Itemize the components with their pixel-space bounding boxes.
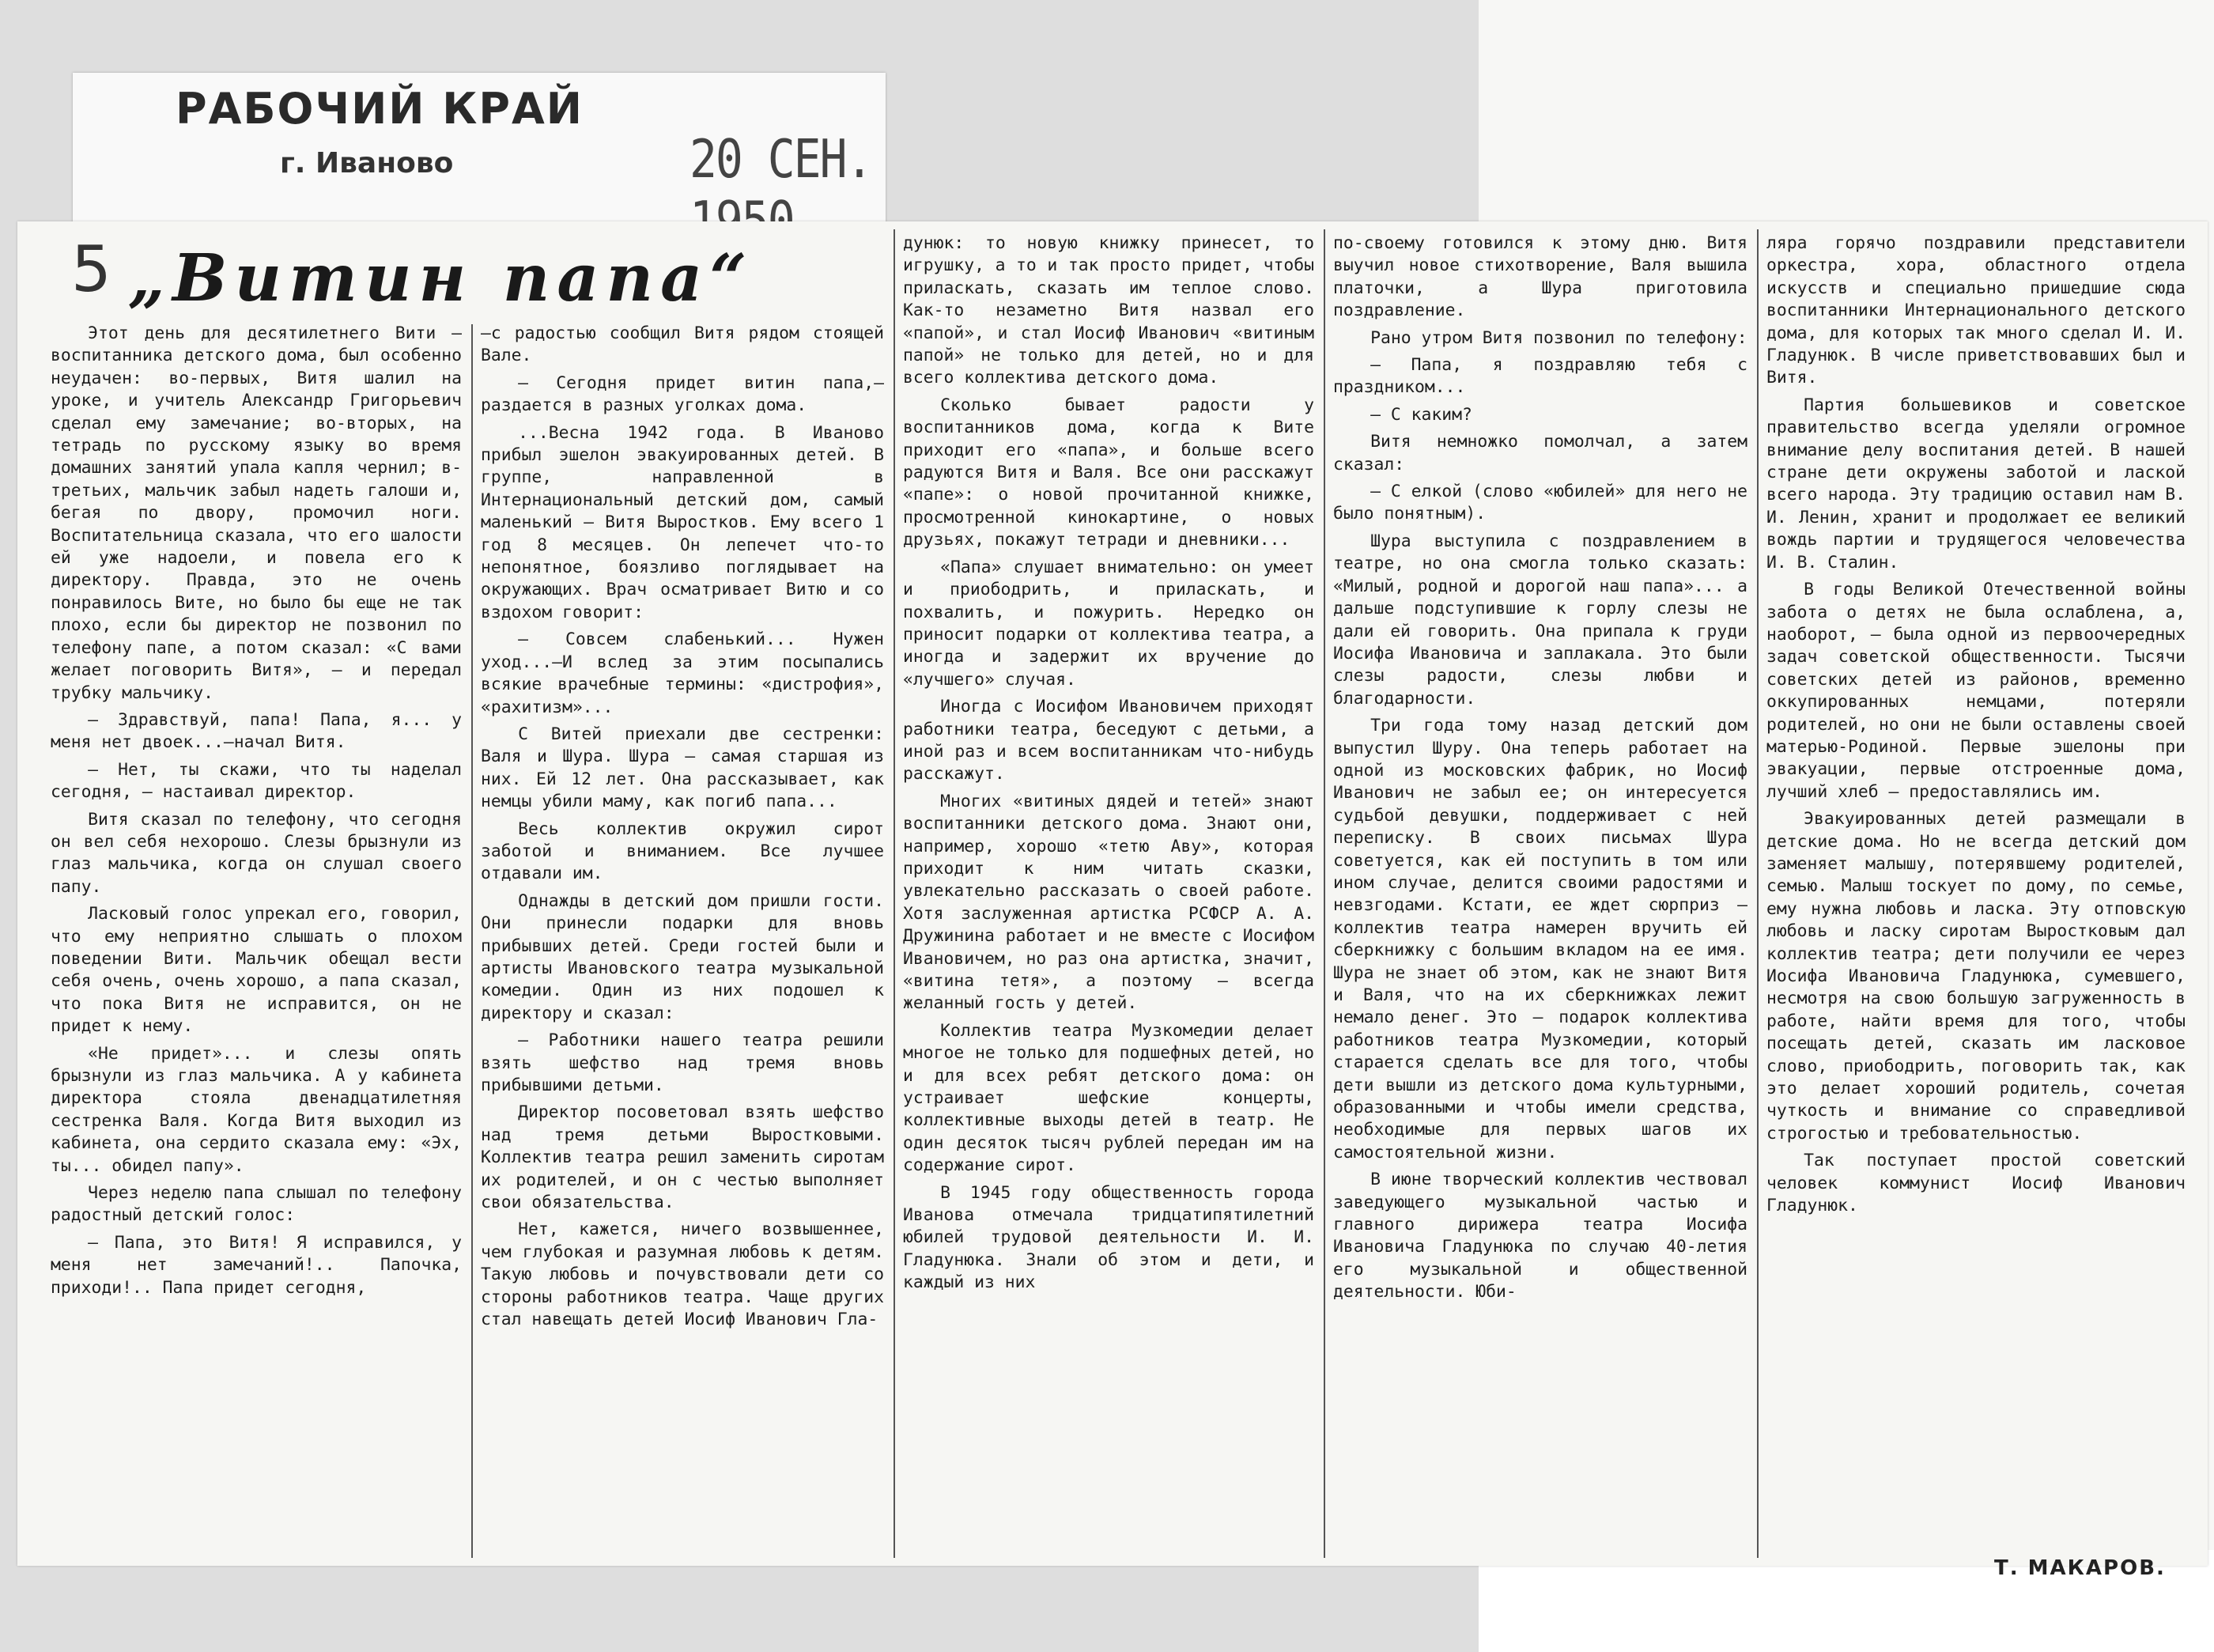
newspaper-city: г. Иваново [280,147,454,180]
column-rule [894,229,895,1558]
newspaper-masthead [73,73,886,223]
paragraph: Этот день для десятилетнего Вити — воспитанника детского дома, был особенно неудачен: во-первых, Витя шалил на уроке, и учитель Александр Григорьевич сделал ему замечание; во-вторых, на тетрадь по русскому языку во время домашних занятий упала капля чернил; в-третьих, мальчик забыл надеть галоши и, бегая по двору, промочил ноги. Воспитательница сказала, что его шалости ей уже надоели, и повела его к директору. Правда, это не очень понравилось Вите, но было бы еще не так плохо, если бы директор не позвонил по телефону папе, а потом сказал: «С вами желает поговорить Витя», — и передал трубку мальчику. [51,323,462,703]
handwritten-mark: 5 [71,232,111,306]
article-column-2 [481,323,884,1331]
article-column-5 [1766,232,2186,1217]
paragraph: Ласковый голос упрекал его, говорил, что ему неприятно слышать о плохом поведении Вити. Мальчик обещал вести себя очень, очень хорошо, а папа сказал, что пока Витя не исправится, он не придет к нему. [51,904,462,1037]
newspaper-name: РАБОЧИЙ КРАЙ [176,84,584,134]
paragraph: Витя немножко помолчал, а затем сказал: [1333,432,1747,474]
paragraph: ляра горячо поздравили представители оркестра, хора, областного отдела искусств и специально пришедшие сюда воспитанники Интернационального детского дома, для которых так много сделал И. И. Гладунюк. В числе приветствовавших был и Витя. [1766,233,2186,388]
article-clipping [17,221,2208,1566]
paragraph: Эвакуированных детей размещали в детские дома. Но не всегда детский дом заменяет малышу, потерявшему родителей, семью. Малыш тоскует по дому, по семье, ему нужна любовь и ласка. Эту отповскую любовь и ласку сиротам Выростковым дал коллектив театра; дети получили ее через Иосифа Ивановича Гладунюка, сумевшего, несмотря на свою большую загруженность в работе, найти время для того, чтобы посещать детей, сказать им ласковое слово, приободрить, поговорить так, как это делает хороший родитель, сочетая чуткость и внимание со справедливой строгостью и требовательностью. [1766,809,2186,1144]
article-title: „Витин папа“ [128,240,754,316]
article-column-4 [1333,232,1747,1304]
article-column-3 [903,232,1314,1295]
paragraph: Нет, кажется, ничего возвышеннее, чем глубокая и разумная любовь к детям. Такую любовь и почувствовали дети со стороны работников театра. Чаще других стал навещать детей Иосиф Иванович Гла- [481,1219,884,1330]
paragraph: — Здравствуй, папа! Папа, я... у меня нет двоек...—начал Витя. [51,709,462,753]
paragraph: — Папа, это Витя! Я исправился, у меня нет замечаний!.. Папочка, приходи!.. Папа придет сегодня, [51,1232,462,1298]
paragraph: В 1945 году общественность города Иванова отмечала тридцатипятилетний юбилей трудовой деятельности И. И. Гладунюка. Знали об этом и дети, и каждый из них [903,1182,1314,1293]
author-signature: Т. МАКАРОВ. [1994,1556,2166,1580]
article-header [41,229,879,332]
paragraph: — Нет, ты скажи, что ты наделал сегодня, — настаивал директор. [51,759,462,803]
paragraph: по-своему готовился к этому дню. Витя выучил новое стихотворение, Валя вышила платочки, а Шура приготовила поздравление. [1333,233,1747,321]
paragraph: «Папа» слушает внимательно: он умеет и приободрить, и приласкать, и похвалить, и пожурить. Нередко он приносит подарки от коллектива театра, а иногда и задержит их вручение до «лучшего» случая. [903,557,1314,690]
paragraph: — Папа, я поздравляю тебя с праздником... [1333,355,1747,398]
paragraph: — С елкой (слово «юбилей» для него не было понятным). [1333,482,1747,524]
paragraph: «Не придет»... и слезы опять брызнули из глаз мальчика. А у кабинета директора стояла двенадцатилетняя сестренка Валя. Когда Витя выходил из кабинета, она сердито сказала ему: «Эх, ты... обидел папу». [51,1043,462,1176]
paragraph: Многих «витиных дядей и тетей» знают воспитанники детского дома. Знают они, например, хорошо «тетю Аву», которая приходит к ним читать сказки, увлекательно рассказать о своей работе. Хотя заслуженная артистка РСФСР А. А. Дружинина работает и не вместе с Иосифом Ивановичем, но раз она артистка, значит, «витина тетя», а поэтому — всегда желанный гость у детей. [903,791,1314,1014]
paragraph: Директор посоветовал взять шефство над тремя детьми Выростковыми. Коллектив театра решил заменить сиротам их родителей, и он с честью выполняет свои обязательства. [481,1102,884,1213]
column-rule [1757,229,1759,1558]
article-column-1 [51,323,462,1299]
paragraph: Рано утром Витя позвонил по телефону: [1370,327,1747,348]
column-rule [1324,229,1325,1558]
paragraph: Так поступает простой советский человек коммунист Иосиф Иванович Гладунюк. [1766,1151,2186,1216]
paragraph: ...Весна 1942 года. В Иваново прибыл эшелон эвакуированных детей. В группе, направленной в Интернациональный детский дом, самый маленький — Витя Выростков. Ему всего 1 год 8 месяцев. Он лепечет что-то непонятное, боязливо поглядывает на окружающих. Врач осматривает Витю и со вздохом говорит: [481,422,884,622]
paragraph: С Витей приехали две сестренки: Валя и Шура. Шура — самая старшая из них. Ей 12 лет. Она рассказывает, как немцы убили маму, как погиб папа... [481,724,884,812]
paragraph: — С каким? [1370,404,1472,425]
clipping-date-stamp: 20 СЕН. [690,127,872,190]
paragraph: Коллектив театра Музкомедии делает многое не только для подшефных детей, но и для всех ребят детского дома: он устраивает шефские концерты, коллективные выходы детей в театр. Не один десяток тысяч рублей передан им на содержание сирот. [903,1020,1314,1176]
paragraph: Весь коллектив окружил сирот заботой и вниманием. Все лучшее отдавали им. [481,818,884,884]
paragraph: Через неделю папа слышал по телефону радостный детский голос: [51,1183,462,1226]
paragraph: Однажды в детский дом пришли гости. Они принесли подарки для вновь прибывших детей. Среди гостей были и артисты Ивановского театра музыкальной комедии. Один из них подошел к директору и сказал: [481,890,884,1023]
paragraph: В годы Великой Отечественной войны забота о детях не была ослаблена, а, наоборот, — была одной из первоочередных задач советской общественности. Тысячи советских детей из районов, временно оккупированных немцами, потеряли родителей, но они не были оставлены своей матерью-Родиной. Первые эшелоны при эвакуации, первые отстроенные дома, лучший хлеб — предоставлялись им. [1766,580,2186,802]
paragraph: — Сегодня придет витин папа,— раздается в разных уголках дома. [481,372,884,416]
paragraph: Витя сказал по телефону, что сегодня он вел себя нехорошо. Слезы брызнули из глаз мальчика, когда он слушал своего папу. [51,809,462,897]
paragraph: Иногда с Иосифом Ивановичем приходят работники театра, беседуют с детьми, а иной раз и всем воспитанникам что-нибудь расскажут. [903,697,1314,784]
paragraph: — Совсем слабенький... Нужен уход...—И вслед за этим посыпались всякие врачебные термины: «дистрофия», «рахитизм»... [481,629,884,717]
paragraph: В июне творческий коллектив чествовал заведующего музыкальной частью и главного дирижера театра Иосифа Ивановича Гладунюка по случаю 40-летия его музыкальной и общественной деятельности. Юби- [1333,1170,1747,1302]
paragraph: Шура выступила с поздравлением в театре, но она смогла только сказать: «Милый, родной и дорогой наш папа»... а дальше подступившие к горлу слезы не дали ей говорить. Она припала к груди Иосифа Ивановича и заплакала. Это были слезы радости, слезы любви и благодарности. [1333,531,1747,709]
paragraph: Партия большевиков и советское правительство всегда уделяли огромное внимание делу воспитания детей. В нашей стране дети окружены заботой и лаской всего народа. Эту традицию оставил нам В. И. Ленин, хранит и продолжает ее великий вождь партии и трудящегося человечества И. В. Сталин. [1766,395,2186,573]
paragraph: Сколько бывает радости у воспитанников дома, когда к Вите приходит его «папа», и больше всего радуются Витя и Валя. Все они расскажут «папе»: о новой прочитанной книжке, просмотренной кинокартине, о новых друзьях, покажут тетради и дневники... [903,395,1314,550]
column-rule [471,324,473,1558]
paragraph: Три года тому назад детский дом выпустил Шуру. Она теперь работает на одной из московских фабрик, но Иосиф Иванович не забыл ее; он интересуется судьбой девушки, поддерживает с ней переписку. В своих письмах Шура советуется, как ей поступить в том или ином случае, делится своими радостями и невзгодами. Кстати, ее ждет сюрприз — коллектив театра намерен вручить ей сберкнижку с большим вкладом на ее имя. Шура не знает об этом, как не знают Витя и Валя, что на их сберкнижках лежит немало денег. Это — подарок коллектива работников театра Музкомедии, который старается сделать все для того, чтобы дети вышли из детского дома культурными, образованными и чтобы имели средства, необходимые для первых шагов их самостоятельной жизни. [1333,716,1747,1162]
paragraph: дунюк: то новую книжку принесет, то игрушку, а то и так просто придет, чтобы приласкать, сказать им теплое слово. Как-то незаметно Витя назвал его «папой», и стал Иосиф Иванович «витиным папой» не только для детей, но и для всего коллектива детского дома. [903,233,1314,388]
paragraph: — Работники нашего театра решили взять шефство над тремя вновь прибывшими детьми. [481,1030,884,1095]
paragraph: —с радостью сообщил Витя рядом стоящей Вале. [481,323,884,366]
